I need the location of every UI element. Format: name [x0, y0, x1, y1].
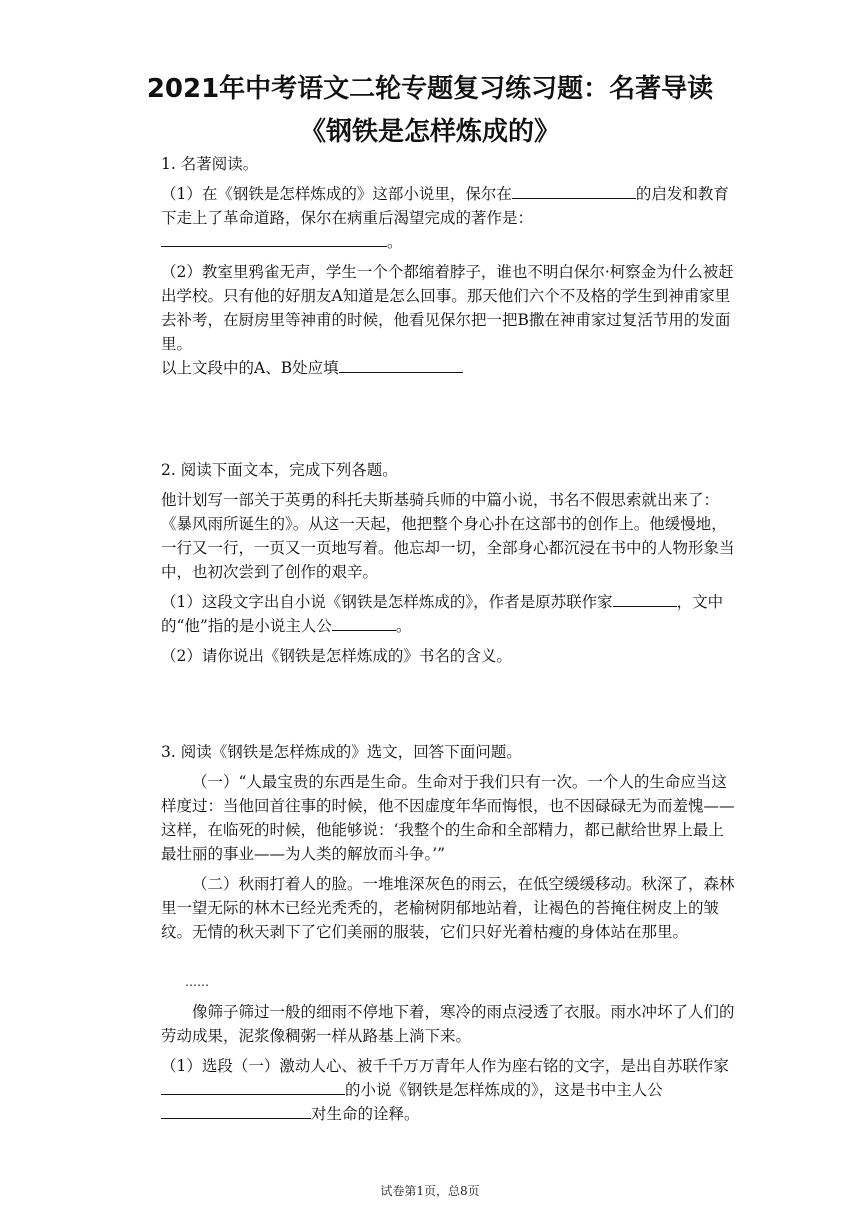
answer-blank[interactable]: [339, 357, 463, 373]
answer-blank[interactable]: [161, 231, 387, 247]
answer-blank[interactable]: [161, 1079, 345, 1095]
q1-part1-end: 。: [387, 233, 403, 251]
q1-part2: （2）教室里鸦雀无声，学生一个个都缩着脖子，谁也不明白保尔·柯察金为什么被赶出学校。只有他的好朋友A知道是怎么回事。那天他们六个不及格的学生到神甫家里去补考，在厨房里等神甫的时候，他看见保尔把一把B撒在神甫家过复活节用的发面里。: [161, 263, 734, 353]
q1-part1-text-b: 的启发和教育下走上了革命道路，保尔在病重后渴望完成的著作是：: [161, 185, 729, 227]
spacer: [161, 944, 736, 964]
q1-part3: [161, 356, 736, 380]
q2-part2: （2）请你说出《钢铁是怎样炼成的》书名的含义。: [161, 647, 512, 665]
document-body: [161, 152, 736, 1126]
answer-blank[interactable]: [161, 1103, 311, 1119]
q2-passage: 他计划写一部关于英勇的科托夫斯基骑兵师的中篇小说，书名不假思索就出来了：《暴风雨所诞生的》。从这一天起，他把整个身心扑在这部书的创作上。他缓慢地，一行又一行，一页又一页地写着。他忘却一切，全部身心都沉浸在书中的人物形象当中，也初次尝到了创作的艰辛。: [161, 491, 735, 581]
q3-selection-3: 像筛子筛过一般的细雨不停地下着，寒冷的雨点浸透了衣服。雨水冲坏了人们的劳动成果，泥浆像稠粥一样从路基上淌下来。: [161, 1003, 735, 1045]
q3-selection-2: （二）秋雨打着人的脸。一堆堆深灰色的雨云，在低空缓缓移动。秋深了，森林里一望无际的林木已经光秃秃的，老榆树阴郁地站着，让褐色的苔掩住树皮上的皱纹。无情的秋天剥下了它们美丽的服装，它们只好光着枯瘦的身体站在那里。: [161, 875, 735, 941]
q2-heading: 2. 阅读下面文本，完成下列各题。: [161, 461, 398, 479]
q3-part1-text-b: 的小说《钢铁是怎样炼成的》，这是书中主人公: [345, 1081, 663, 1099]
q1-part3-text: 以上文段中的A、B处应填: [161, 359, 339, 377]
q3-selection-1: （一）“人最宝贵的东西是生命。生命对于我们只有一次。一个人的生命应当这样度过：当他回首往事的时候，他不因虚度年华而悔恨，也不因碌碌无为而羞愧——这样，在临死的时候，他能够说：‘我整个的生命和全部精力，都已献给世界上最上最壮丽的事业——为人类的解放而斗争。’”: [161, 773, 735, 863]
spacer: [161, 668, 736, 740]
q2-part1: [161, 590, 736, 638]
answer-blank[interactable]: [332, 615, 396, 631]
page-footer: 试卷第1页，总8页: [380, 1184, 480, 1198]
q3-heading: 3. 阅读《钢铁是怎样炼成的》选文，回答下面问题。: [161, 743, 522, 761]
q1-heading: 1. 名著阅读。: [161, 155, 259, 173]
q1-part1: [161, 182, 736, 254]
answer-blank[interactable]: [613, 591, 677, 607]
q1-part1-text-a: （1）在《钢铁是怎样炼成的》这部小说里，保尔在: [161, 185, 512, 203]
q2-part1-text-a: （1）这段文字出自小说《钢铁是怎样炼成的》，作者是原苏联作家: [161, 593, 613, 611]
spacer: [161, 380, 736, 458]
page-title-line2: 《钢铁是怎样炼成的》: [299, 117, 560, 147]
q3-part1: [161, 1054, 736, 1126]
q3-part1-end: 对生命的诠释。: [311, 1105, 420, 1123]
q2-part1-end: 。: [395, 617, 412, 635]
answer-blank[interactable]: [512, 183, 636, 199]
page-title-line1: 2021年中考语文二轮专题复习练习题：名著导读: [146, 74, 714, 104]
q2-part1-text-b: ，文中的“他”指的是小说主人公: [161, 593, 724, 635]
q3-part1-text-a: （1）选段（一）激动人心、被千千万万青年人作为座右铭的文字，是出自苏联作家: [161, 1057, 729, 1075]
q3-ellipsis: ……: [185, 975, 209, 989]
